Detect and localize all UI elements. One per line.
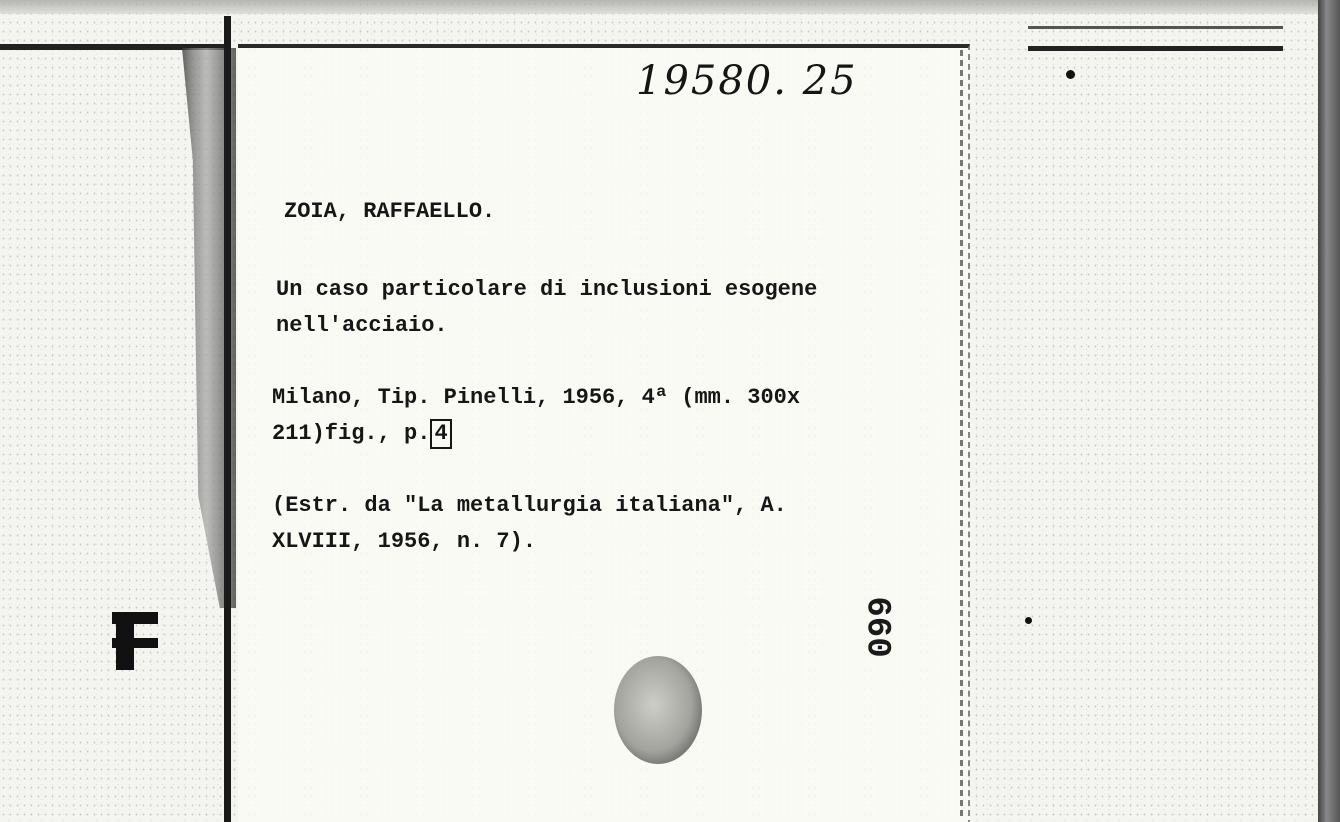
scan-right-edge xyxy=(1318,0,1340,822)
card-tab-mark xyxy=(112,612,158,670)
adjacent-card-rule-right xyxy=(1028,46,1283,51)
card-note xyxy=(272,488,787,560)
speck-dot xyxy=(1066,70,1075,79)
card-note-line: (Estr. da "La metallurgia italiana", A. xyxy=(272,493,787,518)
card-imprint xyxy=(272,380,800,452)
card-title-line: nell'acciaio. xyxy=(276,313,448,338)
card-author: ZOIA, RAFFAELLO. xyxy=(284,199,496,224)
scan-top-edge xyxy=(0,0,1340,14)
stamped-number: 660 xyxy=(857,596,896,658)
card-title-line: Un caso particolare di inclusioni esogene xyxy=(276,277,818,302)
card-imprint-line: Milano, Tip. Pinelli, 1956, 4ª (mm. 300x xyxy=(272,385,801,410)
card-punch-hole xyxy=(614,656,702,764)
card-imprint-line xyxy=(272,416,800,452)
card-divider-line xyxy=(224,16,231,822)
speck-dot xyxy=(1025,617,1032,624)
catalog-card-right-edge xyxy=(960,50,963,820)
adjacent-card-rule-right-top xyxy=(1028,26,1283,29)
call-number: 19580. 25 xyxy=(636,58,858,104)
card-imprint-line-prefix: 211)fig., p. xyxy=(272,421,431,446)
card-note-line: XLVIII, 1956, n. 7). xyxy=(272,529,537,554)
card-page-count-box: 4 xyxy=(430,419,451,449)
card-title xyxy=(276,272,817,344)
